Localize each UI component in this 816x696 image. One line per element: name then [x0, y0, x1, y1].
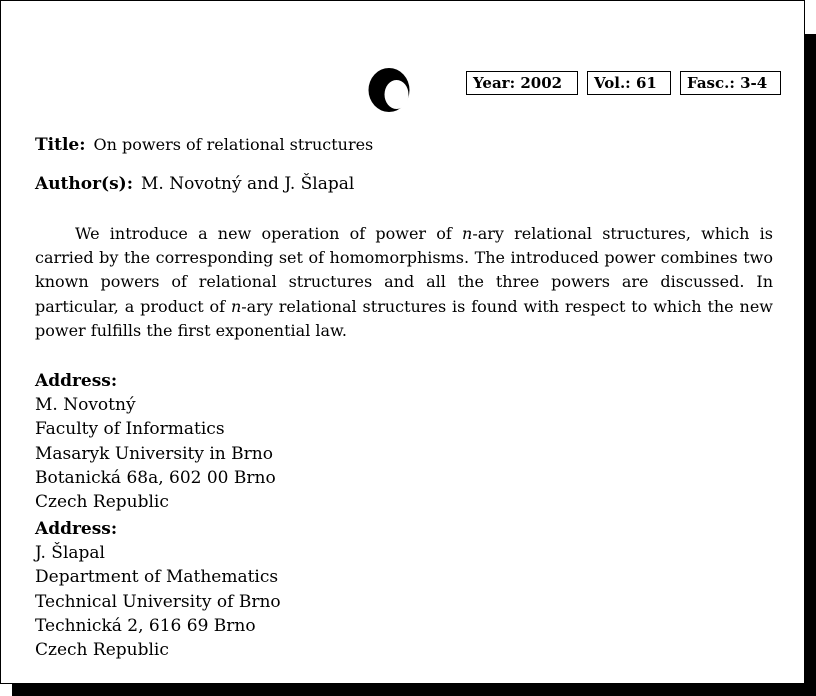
fascicle-label: Fasc.: 3-4	[687, 74, 768, 92]
address-line: Technical University of Brno	[35, 591, 281, 612]
abstract-paragraph	[35, 222, 773, 343]
paper-title: On powers of relational structures	[93, 135, 374, 154]
address-line: Faculty of Informatics	[35, 419, 225, 440]
abstract-text-part-1: We introduce a new operation of power of	[75, 224, 462, 243]
page-shadow-bottom	[12, 684, 816, 696]
abstract	[35, 222, 773, 343]
address-block-1	[35, 369, 276, 514]
fascicle-box	[680, 71, 781, 95]
address-line: Technická 2, 616 69 Brno	[35, 615, 256, 636]
address-line: Czech Republic	[35, 492, 169, 513]
paper-authors: M. Novotný and J. Šlapal	[141, 174, 355, 194]
volume-box	[587, 71, 671, 95]
address-label: Address:	[35, 371, 118, 391]
abstract-variable-n-1: n	[462, 224, 473, 243]
title-line	[35, 134, 373, 156]
year-box	[466, 71, 578, 95]
address-line: M. Novotný	[35, 395, 136, 416]
author-line	[35, 173, 354, 195]
address-line: J. Šlapal	[35, 543, 105, 564]
address-line: Czech Republic	[35, 640, 169, 661]
address-block-2	[35, 517, 281, 662]
abstract-text-part-3: -ary relational structures is found with respect to which the new power fulfills the first exponential law.	[35, 296, 773, 340]
moon-logo-icon	[368, 67, 412, 113]
year-label: Year: 2002	[473, 74, 563, 92]
authors-label: Author(s):	[35, 174, 133, 194]
address-line: Masaryk University in Brno	[35, 443, 273, 464]
volume-label: Vol.: 61	[594, 74, 657, 92]
address-label: Address:	[35, 519, 118, 539]
page-shadow-right	[805, 34, 816, 696]
address-line: Department of Mathematics	[35, 567, 279, 588]
abstract-variable-n-2: n	[230, 296, 242, 316]
title-label: Title:	[35, 135, 86, 155]
abstract-text-part-2: -ary relational structures, which is carried by the corresponding set of homomorphisms. The introduced power combines two known powers of relational structures and all the three powers are discussed. In particular, a product of	[35, 224, 773, 316]
address-line: Botanická 68a, 602 00 Brno	[35, 467, 276, 488]
